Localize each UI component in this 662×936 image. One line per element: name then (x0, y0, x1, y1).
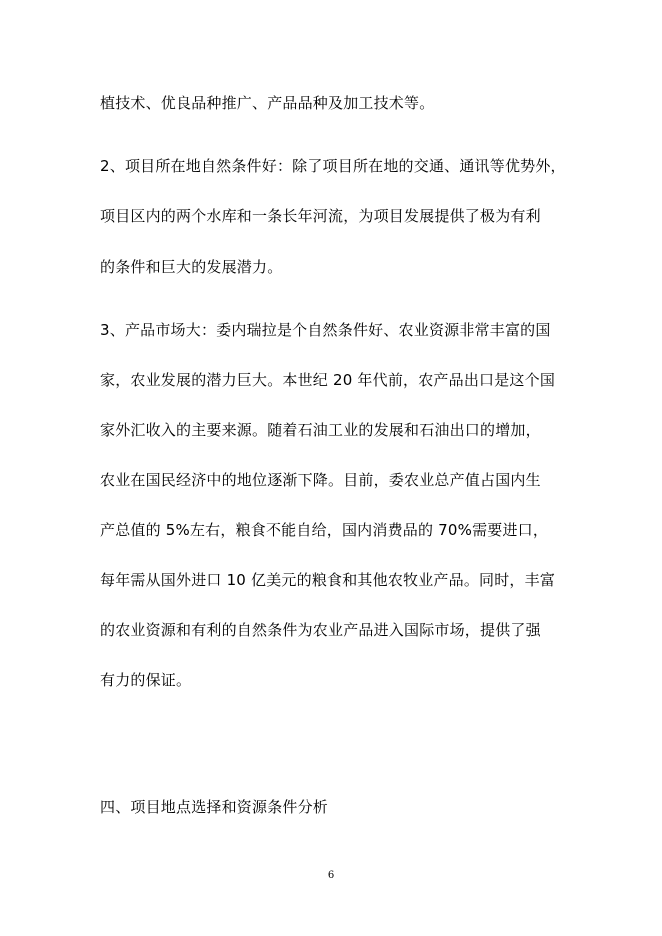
paragraph-3-line-8: 有力的保证。 (100, 671, 192, 689)
paragraph-2-line-3: 的条件和巨大的发展潜力。 (100, 258, 283, 276)
page-number: 6 (327, 870, 335, 881)
paragraph-3-line-3: 家外汇收入的主要来源。随着石油工业的发展和石油出口的增加， (100, 421, 541, 439)
paragraph-3-line-5: 产总值的 5%左右，粮食不能自给，国内消费品的 70%需要进口， (100, 521, 549, 539)
paragraph-3-line-2: 家，农业发展的潜力巨大。本世纪 20 年代前，农产品出口是这个国 (100, 371, 556, 389)
paragraph-3-line-6: 每年需从国外进口 10 亿美元的粮食和其他农牧业产品。同时，丰富 (100, 571, 556, 589)
paragraph-3-line-7: 的农业资源和有利的自然条件为农业产品进入国际市场，提供了强 (100, 621, 541, 639)
paragraph-3-line-4: 农业在国民经济中的地位逐渐下降。目前，委农业总产值占国内生 (100, 471, 541, 489)
paragraph-3-line-1: 3、产品市场大：委内瑞拉是个自然条件好、农业资源非常丰富的国 (100, 321, 551, 339)
paragraph-1-line-1: 植技术、优良品种推广、产品品种及加工技术等。 (100, 94, 435, 112)
paragraph-2-line-1: 2、项目所在地自然条件好：除了项目所在地的交通、通讯等优势外， (100, 157, 566, 175)
paragraph-2-line-2: 项目区内的两个水库和一条长年河流，为项目发展提供了极为有利 (100, 207, 541, 225)
section-heading: 四、项目地点选择和资源条件分析 (100, 798, 329, 816)
